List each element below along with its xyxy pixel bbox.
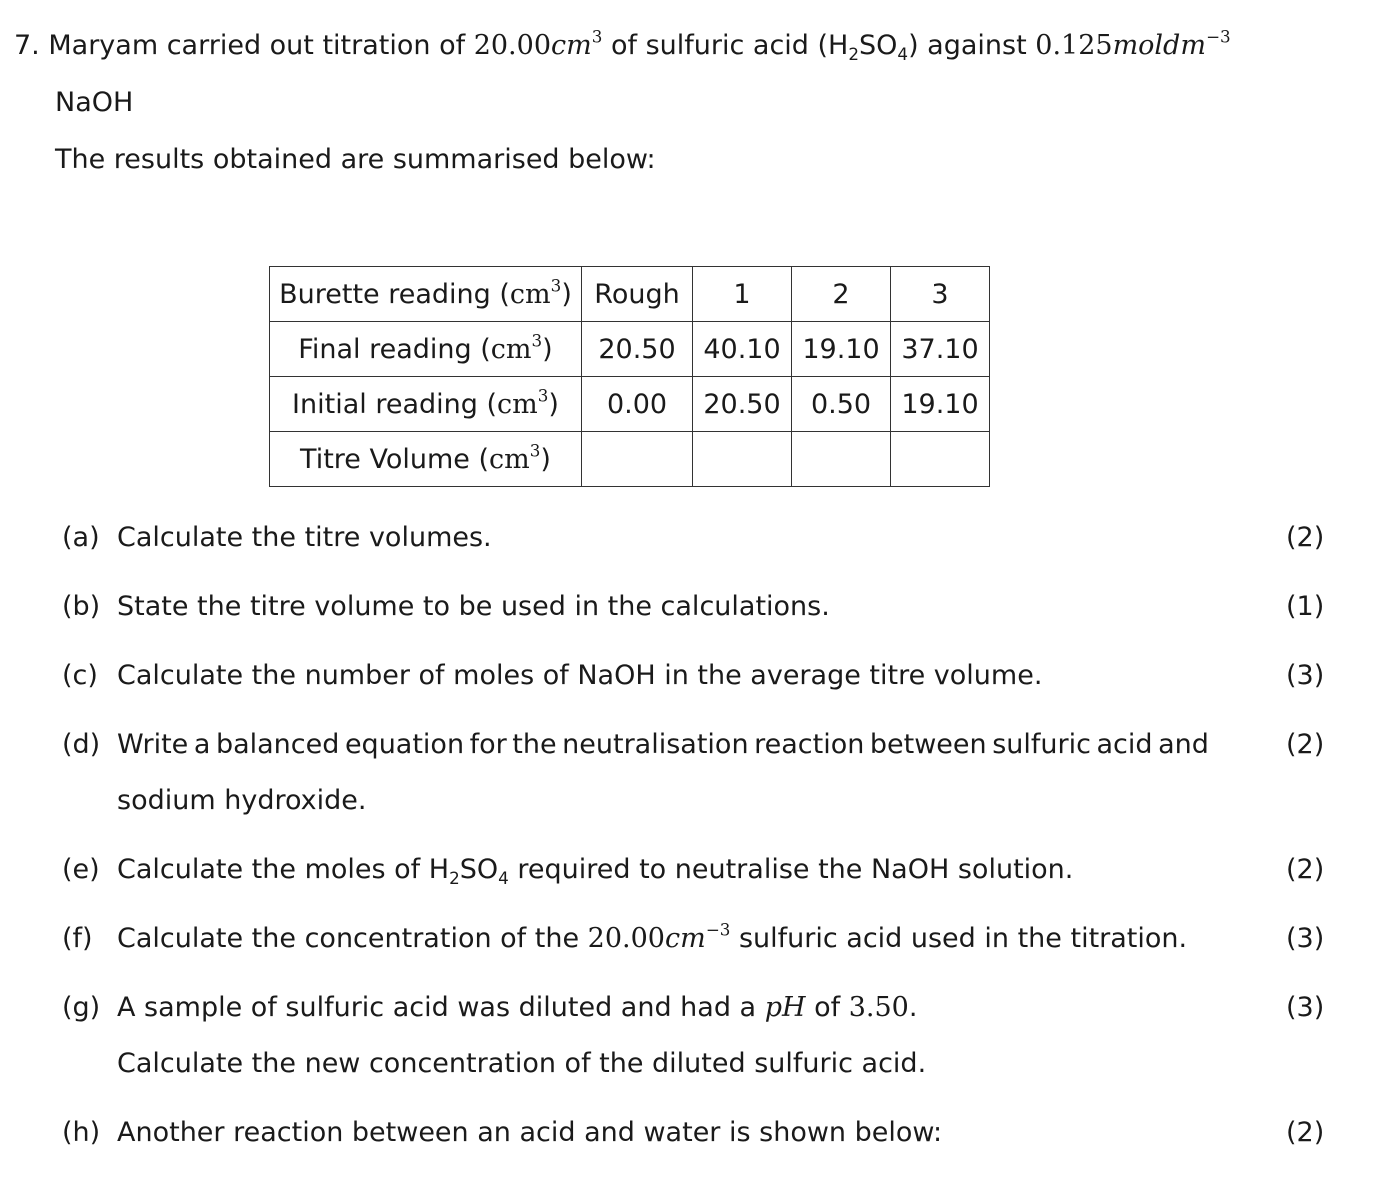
subscript-4: 4 — [897, 43, 909, 64]
table-cell-empty — [891, 432, 990, 487]
table-header-row — [270, 267, 990, 322]
concentration-value: 0.125moldm$^{-3}$ — [1035, 26, 1231, 61]
table-row — [270, 377, 990, 432]
part-e-marks: (2) — [1286, 854, 1325, 885]
part-b-label: (b) — [62, 591, 101, 622]
table-header-cell: 3 — [891, 267, 990, 322]
part-a-label: (a) — [62, 522, 100, 553]
table-header-label: Burette reading $(cm^3)$ — [270, 267, 582, 322]
table-row — [270, 322, 990, 377]
table-cell-empty — [582, 432, 693, 487]
part-b-text: State the titre volume to be used in the calculations. — [117, 591, 830, 622]
part-f-text: Calculate the concentration of the $20.00cm^{-3}$ sulfuric acid used in the titration. — [117, 919, 1188, 954]
part-e-text: Calculate the moles of $H_2SO_4$ required to neutralise the NaOH solution. — [117, 854, 1074, 888]
table-header-cell: 2 — [792, 267, 891, 322]
part-c-label: (c) — [62, 660, 98, 691]
question-number: 7. — [14, 30, 40, 61]
part-f-label: (f) — [62, 923, 93, 954]
part-c-text: Calculate the number of moles of NaOH in the average titre volume. — [117, 660, 1043, 691]
question-stem: 7. Maryam carried out titration of $20.00cm^3$ of sulfuric acid $(H_2SO_4)$ against 0.125moldm$^{-3}$ — [14, 26, 1231, 64]
part-f-marks: (3) — [1286, 923, 1325, 954]
part-h-text: Another reaction between an acid and water is shown below: — [117, 1117, 943, 1148]
table-cell: 20.50 — [582, 322, 693, 377]
table-cell-empty — [693, 432, 792, 487]
table-cell: 19.10 — [891, 377, 990, 432]
part-g-text-line-1: A sample of sulfuric acid was diluted and had a pH of 3.50. — [117, 992, 918, 1023]
part-d-label: (d) — [62, 729, 101, 760]
volume-value: $20.00cm^3$ — [473, 26, 603, 61]
part-a-marks: (2) — [1286, 522, 1325, 553]
part-d-text-line-2: sodium hydroxide. — [117, 785, 367, 816]
part-b-marks: (1) — [1286, 591, 1325, 622]
table-row — [270, 432, 990, 487]
part-d-marks: (2) — [1286, 729, 1325, 760]
table-header-cell: 1 — [693, 267, 792, 322]
part-c-marks: (3) — [1286, 660, 1325, 691]
table-row-label: Initial reading $(cm^3)$ — [270, 377, 582, 432]
part-g-marks: (3) — [1286, 992, 1325, 1023]
part-e-label: (e) — [62, 854, 100, 885]
table-row-label: Titre Volume $(cm^3)$ — [270, 432, 582, 487]
part-d-text-line-1: Write a balanced equation for the neutralisation reaction between sulfuric acid and — [117, 729, 1209, 760]
question-intro-line-2: NaOH — [55, 87, 134, 118]
table-cell: 37.10 — [891, 322, 990, 377]
table-cell-empty — [792, 432, 891, 487]
part-g-text-line-2: Calculate the new concentration of the diluted sulfuric acid. — [117, 1048, 927, 1079]
question-intro-text-2: of sulfuric acid (H — [602, 30, 849, 61]
part-h-marks: (2) — [1286, 1117, 1325, 1148]
part-a-text: Calculate the titre volumes. — [117, 522, 492, 553]
results-sentence: The results obtained are summarised below: — [55, 144, 656, 175]
table-row-label: Final reading $(cm^3)$ — [270, 322, 582, 377]
table-cell: 40.10 — [693, 322, 792, 377]
table-cell: 19.10 — [792, 322, 891, 377]
table-cell: 20.50 — [693, 377, 792, 432]
table-header-cell: Rough — [582, 267, 693, 322]
subscript-2: 2 — [848, 43, 860, 64]
table-cell: 0.00 — [582, 377, 693, 432]
table-cell: 0.50 — [792, 377, 891, 432]
titration-results-table — [269, 266, 990, 487]
question-intro-text-1: Maryam carried out titration of — [48, 30, 474, 61]
part-h-label: (h) — [62, 1117, 101, 1148]
part-g-label: (g) — [62, 992, 101, 1023]
